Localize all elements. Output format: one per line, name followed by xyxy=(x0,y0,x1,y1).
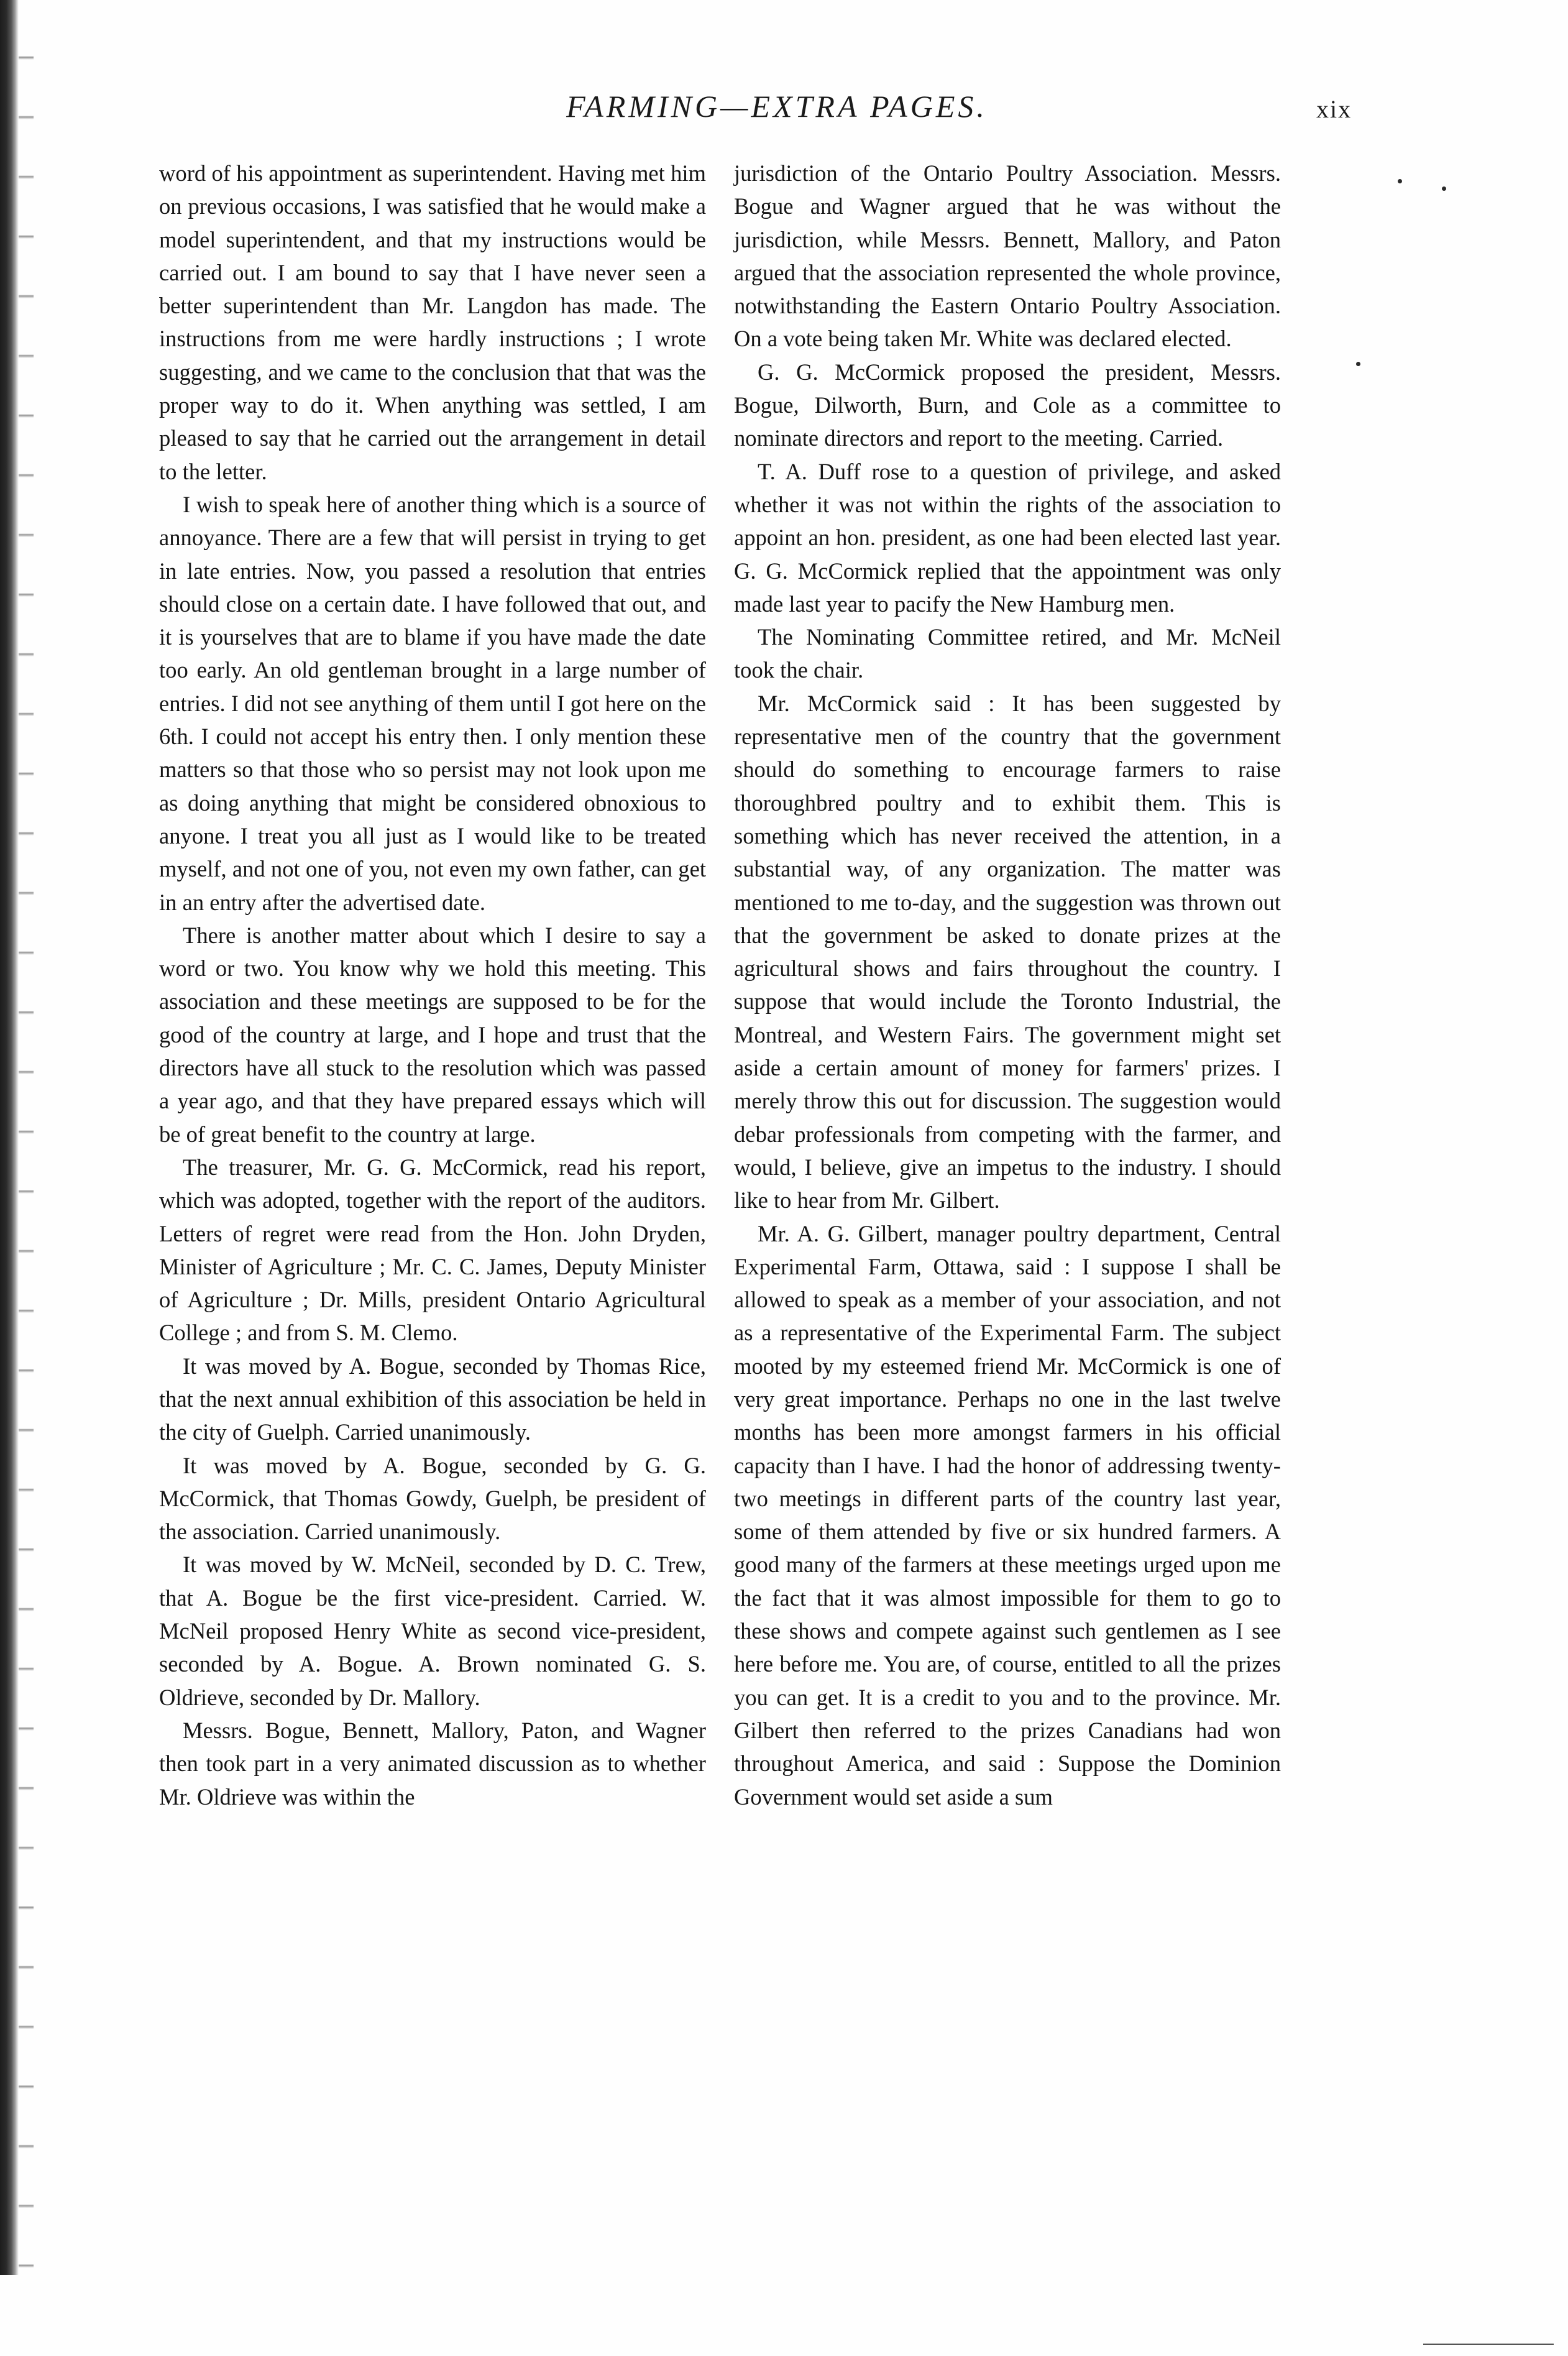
bottom-rule xyxy=(1423,2344,1554,2345)
right-column xyxy=(734,157,1281,1813)
paragraph: It was moved by W. McNeil, seconded by D. C. Trew, that A. Bogue be the first vice-president. Carried. W. McNeil proposed Henry White as second vice-president, seconded by A. Bogue. A. Brown nominated G. S. Oldrieve, seconded by Dr. Mallory. xyxy=(159,1552,706,1710)
paragraph: It was moved by A. Bogue, seconded by G. G. McCormick, that Thomas Gowdy, Guelph, be president of the association. Carried unanimously. xyxy=(159,1452,706,1545)
paragraph: word of his appointment as superintendent. Having met him on previous occasions, I was satisfied that he would make a model superintendent, and that my instructions would be carried out. I am bound to say that I have never seen a better superintendent than Mr. Langdon has made. The instructions from me were hardly instructions ; I wrote suggesting, and we came to the conclusion that that was the proper way to do it. When anything was settled, I am pleased to say that he carried out the arrangement in detail to the letter. xyxy=(159,160,706,484)
paragraph: jurisdiction of the Ontario Poultry Association. Messrs. Bogue and Wagner argued that he was without the jurisdiction, while Messrs. Bennett, Mallory, and Paton argued that the association represented the whole province, notwithstanding the Eastern Ontario Poultry Association. On a vote being taken Mr. White was declared elected. xyxy=(734,160,1281,352)
paragraph: G. G. McCormick proposed the president, Messrs. Bogue, Dilworth, Burn, and Cole as a committee to nominate directors and report to the meeting. Carried. xyxy=(734,359,1281,451)
running-title: FARMING—EXTRA PAGES. xyxy=(566,89,988,124)
paragraph: Messrs. Bogue, Bennett, Mallory, Paton, and Wagner then took part in a very animated discussion as to whether Mr. Oldrieve was within the xyxy=(159,1717,706,1810)
paragraph: Mr. McCormick said : It has been suggested by representative men of the country that the government should do something to encourage farmers to raise thoroughbred poultry and to exhibit them. This is something which has never received the attention, in a substantial way, of any organization. The matter was mentioned to me to-day, and the suggestion was thrown out that the government be asked to donate prizes at the agricultural shows and fairs throughout the country. I suppose that would include the Toronto Industrial, the Montreal, and Western Fairs. The government might set aside a certain amount of money for farmers' prizes. I merely throw this out for discussion. The suggestion would debar professionals from competing with the farmer, and would, I believe, give an impetus to the industry. I should like to hear from Mr. Gilbert. xyxy=(734,690,1281,1213)
paragraph: The Nominating Committee retired, and Mr. McNeil took the chair. xyxy=(734,624,1281,683)
paragraph: Mr. A. G. Gilbert, manager poultry department, Central Experimental Farm, Ottawa, said : I suppose I shall be allowed to speak as a member of your association, and not as a representative of the Experimental Farm. The subject mooted by my esteemed friend Mr. McCormick is one of very great importance. Perhaps no one in the last twelve months has been more amongst farmers in his official capacity than I have. I had the honor of addressing twenty-two meetings in different parts of the country last year, some of them attended by five or six hundred farmers. A good many of the farmers at these meetings urged upon me the fact that it was almost impossible for them to go to these shows and compete against such gentlemen as I see here before me. You are, of course, entitled to all the prizes you can get. It is a credit to you and to the province. Mr. Gilbert then referred to the prizes Canadians had won throughout America, and said : Suppose the Dominion Government would set aside a sum xyxy=(734,1220,1281,1810)
paragraph: There is another matter about which I desire to say a word or two. You know why we hold this meeting. This association and these meetings are supposed to be for the good of the country at large, and I hope and trust that the directors have all stuck to the resolution which was passed a year ago, and that they have prepared essays which will be of great benefit to the country at large. xyxy=(159,922,706,1147)
page-number: xix xyxy=(1316,95,1352,123)
ink-speck xyxy=(1442,186,1446,191)
paragraph: I wish to speak here of another thing which is a source of annoyance. There are a few that will persist in trying to get in late entries. Now, you passed a resolution that entries should close on a certain date. I have followed that out, and it is yourselves that are to blame if you have made the date too early. An old gentleman brought in a large number of entries. I did not see anything of them until I got here on the 6th. I could not accept his entry then. I only mention these matters so that those who so persist may not look upon me as doing anything that might be considered obnoxious to anyone. I treat you all just as I would like to be treated myself, and not one of you, not even my own father, can get in an entry after the advertised date. xyxy=(159,491,706,915)
paragraph: It was moved by A. Bogue, seconded by Thomas Rice, that the next annual exhibition of this association be held in the city of Guelph. Carried unanimously. xyxy=(159,1353,706,1445)
binding-edge xyxy=(0,0,19,2275)
binding-shadow xyxy=(19,0,34,2275)
ink-speck xyxy=(1356,362,1360,366)
ink-speck xyxy=(1398,179,1402,183)
paragraph: The treasurer, Mr. G. G. McCormick, read his report, which was adopted, together with the report of the auditors. Letters of regret were read from the Hon. John Dryden, Minister of Agriculture ; Mr. C. C. James, Deputy Minister of Agriculture ; Dr. Mills, president Ontario Agricultural College ; and from S. M. Clemo. xyxy=(159,1154,706,1346)
paragraph: T. A. Duff rose to a question of privilege, and asked whether it was not within the rights of the association to appoint an hon. president, as one had been elected last year. G. G. McCormick replied that the appointment was only made last year to pacify the New Hamburg men. xyxy=(734,458,1281,617)
left-column xyxy=(159,157,706,1813)
